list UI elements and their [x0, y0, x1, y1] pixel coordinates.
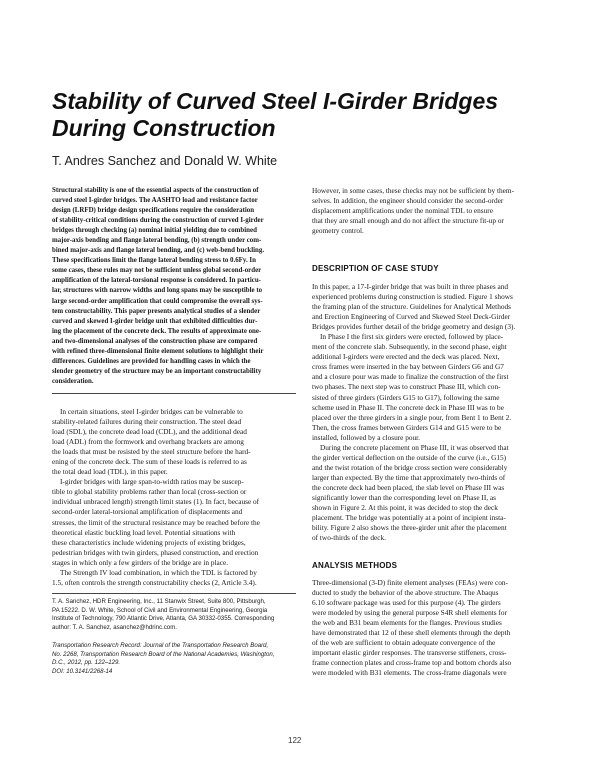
section-analysis-methods-text [312, 578, 556, 678]
text-line: slender geometry of the structure may be an important constructability [52, 367, 262, 375]
text-line: stresses, the limit of the structural resistance may be reached before the [52, 517, 260, 527]
text-line: In this paper, a 17-I-girder bridge that was built in three phases and [312, 282, 509, 291]
text-line: stability-related failures during their construction. The steel dead [52, 417, 242, 427]
text-line: of the web are sufficient to obtain adequate convergence of the [312, 638, 496, 648]
text-line: These specifications limit the flange lateral bending stress to 0.6Fy. In [52, 257, 256, 265]
text-line: During the concrete placement on Phase III, it was observed that [320, 442, 509, 452]
text-line: Transportation Research Record: Journal of the Transportation Research Board, [52, 642, 269, 649]
text-line: frame connection plates and cross-frame top and bottom chords also [312, 658, 512, 668]
text-line: curved steel I-girder bridges. The AASHTO load and resistance factor [52, 197, 258, 205]
text-line: ducted to study the behavior of the above structure. The Abaqus [312, 588, 499, 598]
text-line: However, in some cases, these checks may not be sufficient by them- [312, 186, 515, 195]
section-heading-analysis-methods: ANALYSIS METHODS [312, 561, 398, 570]
footnote-divider [52, 593, 296, 594]
text-line: sisted of three girders (Girders G15 to G17), following the same [312, 392, 500, 402]
paper-title [52, 88, 552, 142]
text-line: the loads that must be resisted by the steel structure before the hard- [52, 447, 251, 457]
text-line: some cases, these rules may not be sufficient unless global second-order [52, 267, 262, 275]
title-line-1: Stability of Curved Steel I-Girder Bridges [52, 88, 499, 114]
text-line: ening of the concrete deck. The sum of these loads is referred to as [52, 457, 247, 467]
text-line: differences. Guidelines are provided for handling cases in which the [52, 357, 251, 365]
text-line: The Strength IV load combination, in which the TDL is factored by [60, 567, 257, 577]
text-line: the framing plan of the structure. Guidelines for Analytical Methods [312, 302, 511, 312]
abstract-divider [52, 393, 296, 394]
section-case-study-text [312, 282, 556, 543]
text-line: cross frames were inserted in the bay between Girders G6 and G7 [312, 362, 504, 372]
text-line: Three-dimensional (3-D) finite element analyses (FEAs) were con- [312, 578, 508, 587]
text-line: shown in Figure 2. At this point, it was decided to stop the deck [312, 503, 498, 513]
text-line: ment of the concrete slab. Subsequently, in the second phase, eight [312, 342, 507, 352]
text-line: these characteristics include widening projects of existing bridges, [52, 537, 246, 547]
text-line: displacement amplifications under the nominal TDL to ensure [312, 206, 493, 216]
intro-text-right [312, 186, 556, 236]
text-line: that they are small enough and do not affect the structure fit-up or [312, 216, 504, 226]
text-line: bridges through checking (a) nominal initial yielding due to combined [52, 227, 257, 235]
text-line: T. A. Sanchez, HDR Engineering, Inc., 11 Stanwix Street, Suite 800, Pittsburgh, [52, 598, 266, 605]
intro-text-left [52, 407, 296, 588]
text-line: installed, followed by a closure pour. [312, 432, 421, 442]
text-line: placement. The bridge was potentially at a point of incipient insta- [312, 513, 506, 523]
text-line: larger than expected. By the time that approximately two-thirds of [312, 472, 506, 482]
text-line: lar, structures with narrow widths and long spans may be susceptible to [52, 287, 263, 295]
page-number: 122 [288, 736, 302, 745]
text-line: amplification of the lateral-torsional response is considered. In particu- [52, 277, 261, 285]
text-line: the total dead load (TDL), in this paper. [52, 467, 168, 477]
text-line: individual unbraced length) strength limit states (1). In fact, because of [52, 497, 260, 507]
text-line: the girder vertical deflection on the outside of the curve (i.e., G15) [312, 452, 507, 462]
text-line: 1.5, often controls the strength constructability checks (2, Article 3.4). [52, 577, 257, 587]
text-line: Bridges provides further detail of the bridge geometry and design (3). [312, 322, 516, 332]
text-line: theoretical elastic buckling load level. Potential situations with [52, 527, 236, 537]
text-line: consideration. [52, 377, 94, 385]
text-line: were modeled with B31 elements. The cross-frame diagonals were [312, 668, 507, 678]
text-line: experienced problems during construction is studied. Figure 1 shows [312, 292, 513, 302]
abstract [52, 186, 296, 387]
text-line: important elastic girder responses. The transverse stiffeners, cross- [312, 648, 507, 658]
text-line: PA 15222. D. W. White, School of Civil and Environmental Engineering, Georgia [52, 606, 268, 614]
text-line: design (LRFD) bridge design specifications require the consideration [52, 207, 255, 215]
text-line: significantly lower than the corresponding level on Phase II, as [312, 492, 496, 502]
text-line: geometry control. [312, 226, 364, 236]
text-line: No. 2268, Transportation Research Board of the National Academies, Washington, [52, 650, 275, 658]
text-line: pedestrian bridges with twin girders, phased construction, and erection [52, 547, 259, 557]
text-line: In Phase I the first six girders were erected, followed by place- [320, 332, 504, 342]
journal-citation [52, 642, 296, 676]
text-line: the concrete deck had been placed, the slab level on Phase III was [312, 482, 505, 492]
text-line: Then, the cross frames between Girders G14 and G15 were to be [312, 422, 502, 432]
title-line-2: During Construction [52, 115, 276, 141]
section-heading-case-study: DESCRIPTION OF CASE STUDY [312, 264, 439, 273]
text-line: scheme used in Phase II. The concrete deck in Phase III was to be [312, 402, 504, 412]
text-line: I-girder bridges with large span-to-width ratios may be suscep- [60, 477, 244, 487]
text-line: D.C., 2012, pp. 122–129. [52, 659, 121, 667]
text-line: the web and B31 beam elements for the flanges. Previous studies [312, 618, 502, 628]
text-line: curved and skewed I-girder bridge unit that exhibited difficulties dur- [52, 317, 258, 325]
text-line: Structural stability is one of the essential aspects of the construction of [52, 187, 259, 194]
text-line: selves. In addition, the engineer should consider the second-order [312, 196, 504, 206]
text-line: and a closure pour was made to finalize the construction of the first [312, 372, 509, 382]
text-line: of two-thirds of the deck. [312, 533, 386, 543]
author-footnote [52, 598, 296, 632]
text-line: bility. Figure 2 also shows the three-girder unit after the placement [312, 523, 507, 533]
authors: T. Andres Sanchez and Donald W. White [52, 154, 278, 168]
text-line: second-order lateral-torsional amplification of displacements and [52, 507, 243, 517]
text-line: have demonstrated that 12 of these shell elements through the depth [312, 628, 511, 638]
text-line: load (SDL), the concrete dead load (CDL), and the additional dead [52, 427, 247, 437]
text-line: In certain situations, steel I-girder bridges can be vulnerable to [60, 407, 243, 416]
text-line: and the twist rotation of the bridge cross section were considerably [312, 462, 508, 472]
text-line: tible to global stability problems rather than local (cross-section or [52, 487, 247, 497]
text-line: large second-order amplification that could compromise the overall sys- [52, 297, 263, 305]
text-line: tem constructability. This paper presents analytical studies of a slender [52, 307, 261, 315]
text-line: DOI: 10.3141/2268-14 [52, 667, 113, 675]
text-line: author: T. A. Sanchez, asanchez@hdrinc.com. [52, 623, 177, 631]
text-line: Institute of Technology, 790 Atlantic Drive, Atlanta, GA 30332-0355. Corresponding [52, 615, 275, 623]
text-line: bined major-axis and flange lateral bending, and (c) web-bend buckling. [52, 247, 265, 255]
text-line: with refined three-dimensional finite element solutions to highlight their [52, 347, 264, 355]
text-line: and two-dimensional analyses of the construction phase are compared [52, 337, 258, 345]
text-line: stages in which only a few girders of the bridge are in place. [52, 557, 229, 567]
text-line: 6.10 software package was used for this purpose (4). The girders [312, 598, 501, 608]
text-line: two phases. The next step was to construct Phase III, which con- [312, 382, 501, 392]
text-line: major-axis bending and flange lateral bending, (b) strength under com- [52, 237, 262, 245]
text-line: additional I-girders were erected and the deck was placed. Next, [312, 352, 500, 362]
text-line: and Erection Engineering of Curved and Skewed Steel Deck-Girder [312, 312, 511, 322]
text-line: placed over the three girders in a single pour, from Bent 1 to Bent 2. [312, 412, 512, 422]
text-line: load (ADL) from the formwork and overhang brackets are among [52, 437, 244, 447]
text-line: ing the placement of the concrete deck. The results of approximate one- [52, 327, 262, 335]
text-line: were modeled by using the general purpose S4R shell elements for [312, 608, 507, 618]
text-line: of stability-critical conditions during the construction of curved I-girder [52, 217, 264, 225]
